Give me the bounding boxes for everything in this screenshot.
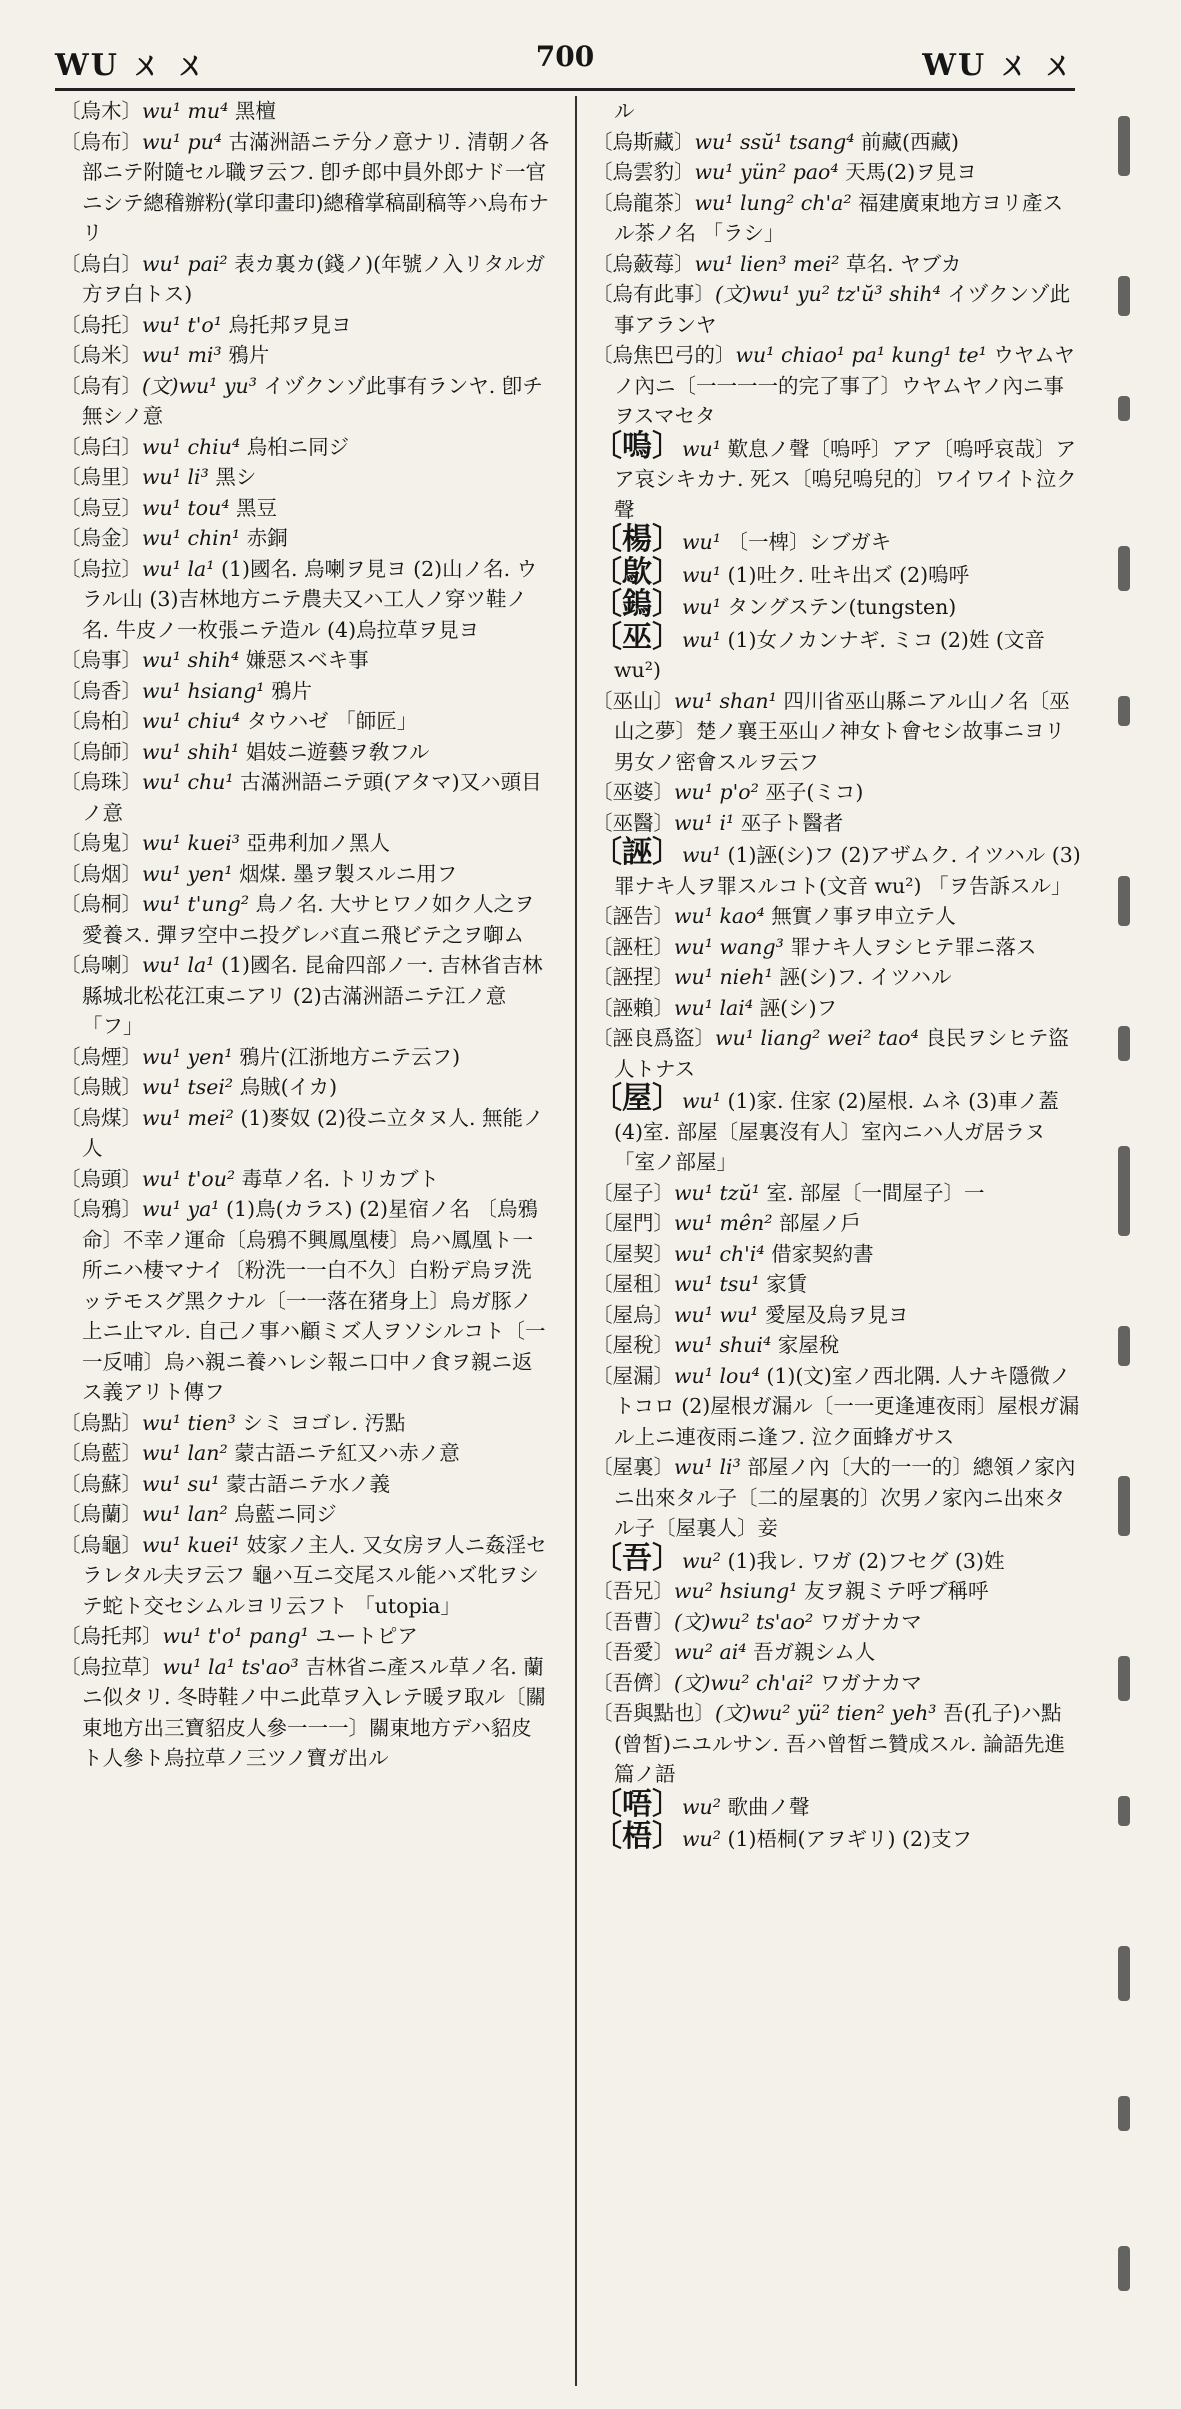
entry-definition: 〔一椑〕シブガキ: [727, 530, 892, 554]
entry-headword: 〔烏龜〕: [60, 1532, 142, 1557]
entry-reading: wu¹ shih⁴: [142, 648, 240, 672]
dictionary-entry: [60, 1194, 550, 1408]
entry-definition: 誣(シ)フ. イツハル: [779, 965, 952, 989]
entry-headword: 〔吾〕: [592, 1540, 682, 1576]
entry-reading: wu¹ ssŭ¹ tsang⁴: [694, 129, 855, 154]
dictionary-entry: [592, 1698, 1082, 1790]
entry-headword: 〔烏拉〕: [60, 556, 142, 581]
entry-headword: 〔唔〕: [592, 1786, 682, 1822]
entry-definition: 黑シ: [215, 465, 257, 489]
entry-reading: (文)wu² yü² tien² yeh³: [715, 1701, 937, 1725]
running-head-left: WU ㄨ ㄨ: [55, 48, 208, 83]
entry-definition: 歌曲ノ聲: [727, 1794, 810, 1819]
entry-headword: 〔誣賴〕: [592, 995, 674, 1020]
entry-reading: wu¹ nieh¹: [674, 965, 773, 989]
entry-definition: 鴉片(江浙地方ニテ云フ): [239, 1044, 461, 1069]
entry-definition: 天馬(2)ヲ見ヨ: [845, 160, 977, 184]
entry-reading: (文)wu¹ yu³: [142, 373, 257, 398]
entry-headword: 〔嗚〕: [592, 428, 682, 464]
entry-reading: wu¹ p'o²: [674, 780, 759, 804]
entry-reading: wu¹ li³: [142, 465, 209, 489]
dictionary-entry: [60, 1530, 550, 1622]
entry-headword: 〔屋子〕: [592, 1180, 674, 1205]
entry-reading: wu¹ wu¹: [674, 1302, 759, 1327]
entry-definition: (1)鳥(カラス) (2)星宿ノ名 〔烏鴉命〕不幸ノ運命〔烏鴉不興鳳凰棲〕烏ハ鳳凰ト一所ニハ棲マナイ〔粉洗一一白不久〕白粉デ烏ヲ洗ッテモスグ黑クナル〔一一落在猪身上〕烏ガ豚ノ上ニ止マル. 自己ノ事ハ顧ミズ人ヲソシルコト〔一一反哺〕烏ハ親ニ養ハレシ報ニ口中ノ食ヲ親ニ返ス義アリト傳フ: [82, 1197, 546, 1404]
entry-definition: 吉林省ニ產スル草ノ名. 蘭ニ似タリ. 冬時鞋ノ中ニ此草ヲ入レテ暖ヲ取ル〔關東地方出三寶貂皮人參一一一〕關東地方デハ貂皮ト人參ト烏拉草ノ三ツノ寶ガ出ル: [82, 1654, 547, 1770]
dictionary-entry: [592, 340, 1082, 432]
entry-headword: 〔烏金〕: [60, 526, 142, 550]
entry-headword: 〔屋租〕: [592, 1272, 674, 1296]
entry-reading: wu² ai⁴: [674, 1640, 747, 1664]
entry-reading: wu¹ hsiang¹: [142, 678, 265, 703]
entry-definition: 烟煤. 墨ヲ製スルニ用フ: [239, 861, 458, 886]
entry-definition: 無實ノ事ヲ申立テ人: [771, 904, 956, 928]
entry-definition: (1)麥奴 (2)役ニ立タヌ人. 無能ノ人: [82, 1105, 544, 1160]
entry-definition: ユートピア: [315, 1624, 418, 1648]
entry-headword: 〔鎢〕: [592, 587, 682, 622]
entry-reading: wu¹ chiao¹ pa¹ kung¹ te¹: [735, 343, 987, 367]
page-number: 700: [535, 40, 595, 73]
dictionary-entry: [592, 1540, 1082, 1577]
entry-definition: 妓家ノ主人. 又女房ヲ人ニ姦淫セラレタル夫ヲ云フ 龜ハ互ニ交尾スル能ハズ牝ヲシテ蛇ト交セシムルヨリ云フト 「utopia」: [82, 1532, 547, 1618]
entry-definition: 罪ナキ人ヲシヒテ罪ニ落ス: [790, 934, 1037, 959]
entry-headword: 〔烏點〕: [60, 1410, 142, 1435]
dictionary-entry: [60, 1042, 550, 1073]
entry-definition: (1)國名. 昆侖四部ノ一. 吉林省吉林縣城北松花江東ニアリ (2)古滿洲語ニテ江ノ意 「フ」: [82, 953, 543, 1038]
entry-reading: wu¹ t'o¹ pang¹: [162, 1624, 309, 1648]
entry-definition: 毒草ノ名. トリカブト: [241, 1166, 439, 1191]
entry-definition: 家賃: [766, 1272, 808, 1296]
dictionary-entry: [60, 1072, 550, 1103]
entry-headword: 〔烏師〕: [60, 739, 142, 764]
entry-reading: wu¹: [682, 1089, 721, 1113]
dictionary-entry: [60, 1103, 550, 1164]
entry-reading: (文)wu² ts'ao²: [674, 1609, 814, 1634]
dictionary-entry: [592, 522, 1082, 558]
entry-headword: 〔烏斯藏〕: [592, 129, 695, 154]
entry-definition: イヅクンゾ此事有ランヤ. 卽チ無シノ意: [82, 373, 543, 428]
dictionary-entry: [60, 737, 550, 768]
dictionary-entry: [592, 1607, 1082, 1638]
entry-reading: wu¹: [682, 627, 721, 652]
entry-headword: 〔屋漏〕: [592, 1363, 674, 1388]
entry-definition: (1)吐ク. 吐キ出ズ (2)嗚呼: [727, 562, 970, 587]
dictionary-entry: [60, 1621, 550, 1652]
entry-definition: ウヤムヤノ內ニ〔一一一一的完了事了〕ウヤムヤノ內ニ事ヲスマセタ: [614, 343, 1075, 428]
dictionary-entry: [592, 1178, 1082, 1209]
entry-definition: 赤銅: [246, 526, 288, 550]
entry-definition: 友ヲ親ミテ呼ブ稱呼: [804, 1579, 989, 1603]
entry-reading: wu²: [682, 1794, 721, 1819]
entry-definition: (1)(文)室ノ西北隅. 人ナキ隱微ノトコロ (2)屋根ガ漏ル〔一一更逢連夜雨〕屋根ガ漏ル上ニ連夜雨ニ逢フ. 泣ク面蜂ガサス: [614, 1363, 1080, 1449]
entry-reading: wu¹ shih¹: [142, 739, 240, 764]
dictionary-entry: [60, 249, 550, 310]
entry-definition: 草名. ヤブカ: [846, 251, 962, 276]
dictionary-entry: [592, 1269, 1082, 1300]
header-rule: [55, 88, 1075, 91]
entry-definition: 鴉片: [228, 343, 270, 367]
dictionary-entry: [592, 188, 1082, 249]
entry-headword: 〔烏焦巴弓的〕: [592, 343, 736, 367]
entry-reading: wu¹: [682, 436, 721, 461]
entry-definition: 烏賊(イカ): [239, 1075, 338, 1099]
entry-reading: (文)wu² ch'ai²: [674, 1670, 814, 1695]
entry-headword: 〔屋契〕: [592, 1241, 674, 1266]
entry-headword: 〔烏布〕: [60, 129, 142, 154]
dictionary-entry: [60, 493, 550, 524]
entry-headword: 〔烏蘞莓〕: [592, 251, 695, 276]
entry-definition: 娼妓ニ遊藝ヲ敎フル: [245, 739, 430, 764]
dictionary-entry: [60, 432, 550, 463]
entry-definition: 鴉片: [271, 678, 313, 703]
running-head-right: WU ㄨ ㄨ: [922, 48, 1075, 83]
entry-headword: 〔烏桕〕: [60, 709, 142, 733]
entry-headword: 〔楊〕: [592, 522, 682, 557]
entry-definition: 巫子(ミコ): [765, 780, 864, 804]
entry-reading: wu¹ liang² wei² tao⁴: [715, 1026, 919, 1050]
entry-headword: 〔屋〕: [592, 1081, 682, 1116]
entry-headword: 〔巫醫〕: [592, 810, 674, 835]
entry-definition: 鳥ノ名. 大サヒワノ如ク人之ヲ愛養ス. 彈ヲ空中ニ投グレバ直ニ飛ビテ之ヲ啣ム: [82, 892, 535, 947]
dictionary-entry: [60, 676, 550, 707]
entry-reading: wu¹ wang³: [674, 934, 784, 959]
dictionary-entry: [60, 1469, 550, 1500]
dictionary-entry: [592, 249, 1082, 280]
entry-headword: 〔烏事〕: [60, 648, 142, 672]
entry-reading: wu¹ tzŭ¹: [674, 1180, 760, 1205]
left-column: [60, 96, 550, 2386]
dictionary-entry: [592, 1330, 1082, 1361]
entry-headword: 〔烏鬼〕: [60, 831, 142, 855]
dictionary-entry: [60, 1499, 550, 1530]
entry-headword: 〔烏白〕: [60, 251, 142, 276]
entry-headword: 〔吾曹〕: [592, 1609, 674, 1634]
entry-definition: 黑豆: [236, 495, 278, 520]
entry-headword: 〔吾兄〕: [592, 1579, 674, 1603]
dictionary-entry: [592, 1239, 1082, 1270]
entry-headword: 〔烏香〕: [60, 678, 142, 703]
entry-headword: 〔烏米〕: [60, 343, 142, 367]
dictionary-entry: [592, 127, 1082, 158]
dictionary-entry: [592, 686, 1082, 778]
entry-headword: 〔烏喇〕: [60, 953, 142, 977]
dictionary-entry: [60, 950, 550, 1042]
entry-definition: 福建廣東地方ヨリ產スル茶ノ名 「ラシ」: [614, 190, 1064, 245]
entry-headword: 〔誣〕: [592, 835, 682, 870]
entry-definition: 部屋ノ戶: [779, 1211, 862, 1235]
entry-definition: タングステン(tungsten): [727, 595, 957, 619]
entry-headword: 〔烏臼〕: [60, 434, 142, 459]
entry-headword: 〔烏里〕: [60, 465, 142, 489]
entry-definition: 烏桕ニ同ジ: [246, 434, 350, 459]
entry-definition: (1)國名. 烏喇ヲ見ヨ (2)山ノ名. ウラル山 (3)吉林地方ニテ農夫又ハ工人ノ穿ツ鞋ノ名. 牛皮ノ一枚張ニテ造ル (4)烏拉草ヲ見ヨ: [82, 556, 538, 642]
entry-headword: 〔吾與點也〕: [592, 1701, 715, 1725]
entry-definition: 借家契約書: [771, 1241, 874, 1266]
entry-reading: wu¹ mi³: [142, 343, 222, 367]
entry-reading: wu¹: [682, 530, 721, 554]
entry-headword: 〔烏托〕: [60, 312, 142, 337]
entry-reading: wu¹ pu⁴: [142, 129, 223, 154]
entry-definition: 四川省巫山縣ニアル山ノ名〔巫山之夢〕楚ノ襄王巫山ノ神女ト會セシ故事ニヨリ男女ノ密會スルヲ云フ: [614, 688, 1070, 774]
entry-reading: wu¹ lien³ mei²: [694, 251, 840, 276]
page-header: [55, 40, 1075, 83]
dictionary-entry: [60, 889, 550, 950]
entry-reading: wu¹ la¹: [142, 556, 215, 581]
entry-definition: 前藏(西藏): [861, 129, 960, 154]
entry-definition: 古滿洲語ニテ頭(アタマ)又ハ頭目ノ意: [82, 770, 542, 825]
dictionary-entry: [60, 96, 550, 127]
entry-headword: 〔烏鴉〕: [60, 1197, 142, 1221]
entry-headword: 〔巫〕: [592, 619, 682, 655]
entry-definition: 巫子ト醫者: [740, 810, 844, 835]
entry-definition: 良民ヲシヒテ盜人トナス: [614, 1026, 1069, 1081]
dictionary-entry: [60, 1408, 550, 1439]
entry-definition: 歎息ノ聲〔嗚呼〕アア〔嗚呼哀哉〕アア哀シキカナ. 死ス〔嗚兒嗚兒的〕ワイワイト泣ク聲: [614, 436, 1077, 522]
dictionary-entry: [592, 619, 1082, 686]
dictionary-entry: [60, 523, 550, 554]
entry-definition: 烏托邦ヲ見ヨ: [228, 312, 352, 337]
entry-headword: 〔屋門〕: [592, 1211, 674, 1235]
entry-reading: (文)wu¹ yu² tz'ŭ³ shih⁴: [715, 282, 941, 306]
dictionary-entry: [592, 993, 1082, 1024]
entry-headword: 〔烏藍〕: [60, 1441, 142, 1465]
entry-headword: 〔誣告〕: [592, 904, 674, 928]
entry-headword: 〔烏有〕: [60, 373, 142, 398]
dictionary-entry: [592, 587, 1082, 623]
entry-reading: wu¹ ya¹: [142, 1197, 220, 1221]
entry-definition: 蒙古語ニテ紅又ハ赤ノ意: [234, 1441, 460, 1465]
dictionary-entry: [592, 808, 1082, 839]
dictionary-entry: [592, 1819, 1082, 1855]
entry-reading: wu¹ tsu¹: [674, 1272, 760, 1296]
entry-reading: wu¹: [682, 595, 721, 619]
entry-headword: 〔烏雲豹〕: [592, 160, 695, 184]
entry-definition: 烏藍ニ同ジ: [234, 1502, 337, 1526]
dictionary-entry: [60, 859, 550, 890]
entry-definition: 家屋稅: [777, 1333, 840, 1357]
entry-reading: wu¹ pai²: [142, 251, 228, 276]
entry-definition: (1)女ノカンナギ. ミコ (2)姓 (文音 wu²): [614, 627, 1045, 682]
entry-definition: (1)誣(シ)フ (2)アザムク. イツハル (3)罪ナキ人ヲ罪スルコト(文音 wu²) 「ヲ告訴スル」: [614, 843, 1081, 898]
entry-definition: (1)我レ. ワガ (2)フセグ (3)姓: [727, 1548, 1005, 1573]
entry-reading: wu¹ kuei¹: [142, 1532, 241, 1557]
entry-definition: 吾ガ親シム人: [753, 1640, 876, 1664]
dictionary-entry: [592, 1637, 1082, 1668]
entry-definition: タウハゼ 「師匠」: [246, 709, 418, 733]
dictionary-entry: [60, 310, 550, 341]
dictionary-entry: [592, 428, 1082, 526]
dictionary-entry: [592, 1361, 1082, 1453]
entry-headword: 〔烏煙〕: [60, 1044, 142, 1069]
entry-definition: 嫌惡スベキ事: [245, 648, 369, 672]
dictionary-entry: [592, 157, 1082, 188]
right-column: [592, 96, 1082, 2386]
entry-reading: wu¹ kao⁴: [674, 904, 765, 928]
entry-headword: 〔烏木〕: [60, 99, 142, 123]
entry-headword: 〔誣捏〕: [592, 965, 674, 989]
entry-reading: wu¹: [682, 562, 721, 587]
entry-headword: 〔烏有此事〕: [592, 282, 715, 306]
entry-definition: (1)梧桐(アヲギリ) (2)支フ: [727, 1827, 973, 1851]
entry-reading: wu¹ i¹: [674, 810, 735, 835]
entry-definition: ワガナカマ: [819, 1670, 922, 1695]
entry-headword: 〔屋裏〕: [592, 1455, 674, 1479]
column-divider: [575, 96, 577, 2386]
entry-reading: wu¹ ch'i⁴: [674, 1241, 765, 1266]
entry-definition: (1)家. 住家 (2)屋根. ムネ (3)車ノ蓋 (4)室. 部屋〔屋裏沒有人〕室內ニハ人ガ居ラヌ 「室ノ部屋」: [614, 1089, 1059, 1174]
scan-margin: [1100, 96, 1170, 2386]
entry-headword: 〔誣良爲盜〕: [592, 1026, 715, 1050]
entry-reading: wu¹ mu⁴: [142, 99, 229, 123]
entry-reading: wu¹: [682, 843, 721, 867]
entry-headword: 〔巫山〕: [592, 688, 674, 713]
entry-reading: wu¹ yün² pao⁴: [694, 160, 839, 184]
entry-headword: 〔烏頭〕: [60, 1166, 142, 1191]
dictionary-entry: [592, 1668, 1082, 1699]
dictionary-entry: [60, 127, 550, 249]
dictionary-entry: [60, 462, 550, 493]
entry-definition: 吾(孔子)ハ點(曾皙)ニユルサン. 吾ハ曾皙ニ贊成スル. 論語先進篇ノ語: [614, 1701, 1066, 1786]
entry-definition: 誣(シ)フ: [759, 995, 838, 1020]
entry-reading: wu¹ lou⁴: [674, 1363, 760, 1388]
entry-reading: wu²: [682, 1548, 721, 1573]
dictionary-entry: [60, 554, 550, 646]
entry-headword: 〔烏豆〕: [60, 495, 142, 520]
entry-reading: wu¹ lung² ch'a²: [694, 190, 852, 215]
dictionary-entry: [592, 962, 1082, 993]
dictionary-entry: [60, 828, 550, 859]
entry-definition: 古滿洲語ニテ分ノ意ナリ. 清朝ノ各部ニテ附隨セル職ヲ云フ. 卽チ郎中員外郎ナド一官ニシテ總稽辦粉(掌印畫印)總稽掌稿副稿等ハ烏布ナリ: [82, 129, 550, 245]
dictionary-entry: [592, 777, 1082, 808]
dictionary-entry: [592, 554, 1082, 591]
entry-reading: wu¹ shui⁴: [674, 1333, 772, 1357]
entry-reading: wu¹ lai⁴: [674, 995, 754, 1020]
entry-headword: 〔烏烟〕: [60, 861, 142, 886]
dictionary-entry: [60, 767, 550, 828]
entry-definition: 蒙古語ニテ水ノ義: [225, 1471, 390, 1496]
entry-reading: wu²: [682, 1827, 721, 1851]
entry-reading: wu¹ chin¹: [142, 526, 241, 550]
entry-reading: wu¹ shan¹: [674, 688, 777, 713]
dictionary-entry: [592, 279, 1082, 340]
entry-reading: wu² hsiung¹: [674, 1579, 798, 1603]
entry-reading: wu¹ t'o¹: [142, 312, 222, 337]
entry-reading: wu¹ la¹: [142, 953, 215, 977]
dictionary-entry: [60, 645, 550, 676]
entry-reading: wu¹ lan²: [142, 1502, 228, 1526]
entry-headword: 〔烏龍茶〕: [592, 190, 695, 215]
entry-reading: wu¹ tsei²: [142, 1075, 234, 1099]
entry-headword: 〔吾愛〕: [592, 1640, 674, 1664]
dictionary-entry: [592, 1023, 1082, 1084]
entry-headword: 〔烏蘇〕: [60, 1471, 142, 1496]
entry-definition: ワガナカマ: [819, 1609, 922, 1634]
entry-headword: 〔烏桐〕: [60, 892, 142, 916]
entry-reading: wu¹ mên²: [674, 1211, 773, 1235]
entry-definition: シミ ヨゴレ. 汚點: [242, 1410, 406, 1435]
entry-headword: 〔烏賊〕: [60, 1075, 142, 1099]
dictionary-entry: [592, 1081, 1082, 1178]
dictionary-entry: [60, 340, 550, 371]
carry-over-text: ル: [614, 99, 635, 123]
entry-definition: 黑檀: [234, 99, 276, 123]
dictionary-entry: [592, 1452, 1082, 1544]
entry-reading: wu¹ kuei³: [142, 831, 241, 855]
dictionary-entry: [60, 1652, 550, 1774]
entry-reading: wu¹ la¹ ts'ao³: [162, 1654, 299, 1679]
dictionary-entry: [60, 1438, 550, 1469]
entry-definition: 表カ裏カ(錢ノ)(年號ノ入リタルガ方ヲ白トス): [82, 251, 546, 306]
entry-reading: wu¹ chu¹: [142, 770, 234, 794]
entry-definition: 愛屋及烏ヲ見ヨ: [764, 1302, 909, 1327]
entry-definition: 亞弗利加ノ黑人: [246, 831, 391, 855]
dictionary-entry: [592, 1576, 1082, 1607]
dictionary-entry: [60, 371, 550, 432]
entry-reading: wu¹ tien³: [142, 1410, 236, 1435]
entry-headword: 〔巫婆〕: [592, 780, 674, 804]
entry-headword: 〔誣枉〕: [592, 934, 674, 959]
entry-headword: 〔烏拉草〕: [60, 1654, 163, 1679]
dictionary-entry: [592, 1786, 1082, 1823]
dictionary-entry: [592, 1300, 1082, 1331]
entry-headword: 〔烏托邦〕: [60, 1624, 163, 1648]
entry-headword: 〔梧〕: [592, 1819, 682, 1854]
entry-definition: イヅクンゾ此事アランヤ: [614, 282, 1071, 337]
entry-reading: wu¹ chiu⁴: [142, 709, 241, 733]
dictionary-entry: [60, 1164, 550, 1195]
entry-reading: wu¹ yen¹: [142, 1044, 233, 1069]
entry-reading: wu¹ t'ung²: [142, 892, 250, 916]
entry-headword: 〔歍〕: [592, 554, 682, 590]
dictionary-entry: [592, 835, 1082, 901]
entry-reading: wu¹ yen¹: [142, 861, 233, 886]
entry-reading: wu¹ lan²: [142, 1441, 228, 1465]
dictionary-entry: [592, 932, 1082, 963]
entry-reading: wu¹ li³: [674, 1455, 741, 1479]
entry-reading: wu¹ su¹: [142, 1471, 220, 1496]
dictionary-entry: [592, 1208, 1082, 1239]
entry-reading: wu¹ tou⁴: [142, 495, 230, 520]
dictionary-entry: [592, 901, 1082, 932]
entry-reading: wu¹ chiu⁴: [142, 434, 241, 459]
entry-reading: wu¹ mei²: [142, 1105, 234, 1130]
entry-headword: 〔屋烏〕: [592, 1302, 674, 1327]
entry-headword: 〔烏煤〕: [60, 1105, 142, 1130]
entry-headword: 〔吾儕〕: [592, 1670, 674, 1695]
entry-headword: 〔烏蘭〕: [60, 1502, 142, 1526]
dictionary-entry: [60, 706, 550, 737]
entry-definition: 部屋ノ內〔大的一一的〕總領ノ家內ニ出來タル子〔二的屋裏的〕次男ノ家內ニ出來タル子〔屋裏人〕妾: [614, 1455, 1076, 1540]
entry-headword: 〔屋稅〕: [592, 1333, 674, 1357]
entry-reading: wu¹ t'ou²: [142, 1166, 236, 1191]
entry-headword: 〔烏珠〕: [60, 770, 142, 794]
entry-definition: 室. 部屋〔一間屋子〕一: [766, 1180, 985, 1205]
